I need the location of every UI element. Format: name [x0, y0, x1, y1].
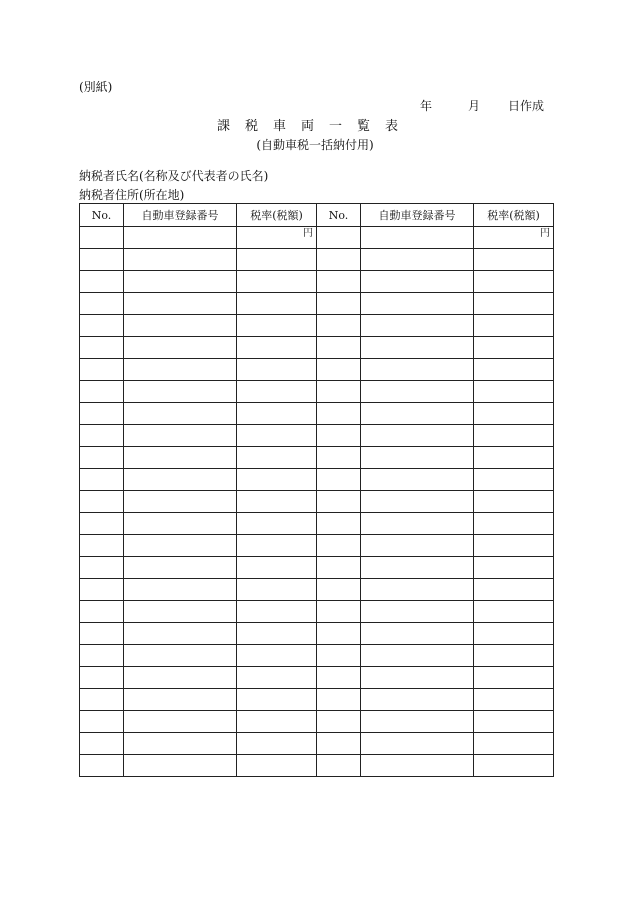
cell-tax-right — [474, 557, 554, 579]
table-row — [80, 293, 554, 315]
taxpayer-address-label: 納税者住所(所在地) — [79, 188, 185, 202]
cell-tax-left — [237, 337, 317, 359]
cell-tax-right — [474, 667, 554, 689]
table-row — [80, 645, 554, 667]
cell-tax-left — [237, 733, 317, 755]
cell-no-right — [317, 667, 361, 689]
cell-registration-left — [124, 755, 237, 777]
cell-no-right — [317, 513, 361, 535]
table-row — [80, 601, 554, 623]
cell-registration-right — [361, 425, 474, 447]
table-row — [80, 557, 554, 579]
cell-no-left — [80, 623, 124, 645]
cell-no-left — [80, 271, 124, 293]
cell-registration-left — [124, 359, 237, 381]
cell-no-right — [317, 337, 361, 359]
cell-tax-left — [237, 601, 317, 623]
cell-no-left — [80, 469, 124, 491]
cell-tax-right — [474, 403, 554, 425]
cell-no-left — [80, 315, 124, 337]
cell-registration-right — [361, 227, 474, 249]
cell-registration-left — [124, 381, 237, 403]
cell-no-left — [80, 491, 124, 513]
cell-registration-left — [124, 601, 237, 623]
cell-no-left — [80, 557, 124, 579]
cell-no-right — [317, 249, 361, 271]
table-row — [80, 689, 554, 711]
cell-registration-right — [361, 689, 474, 711]
table-row — [80, 513, 554, 535]
vehicle-list-table — [79, 203, 554, 777]
cell-registration-left — [124, 711, 237, 733]
table-row — [80, 271, 554, 293]
cell-tax-right — [474, 689, 554, 711]
cell-registration-right — [361, 447, 474, 469]
cell-registration-right — [361, 733, 474, 755]
cell-registration-left — [124, 227, 237, 249]
cell-tax-left — [237, 293, 317, 315]
table-row — [80, 667, 554, 689]
table-row — [80, 579, 554, 601]
cell-no-right — [317, 645, 361, 667]
cell-registration-right — [361, 755, 474, 777]
cell-registration-left — [124, 315, 237, 337]
cell-registration-left — [124, 513, 237, 535]
cell-no-right — [317, 271, 361, 293]
cell-no-right — [317, 315, 361, 337]
table-row — [80, 469, 554, 491]
cell-tax-left — [237, 359, 317, 381]
table-row — [80, 755, 554, 777]
cell-registration-right — [361, 601, 474, 623]
cell-no-right — [317, 755, 361, 777]
cell-no-left — [80, 645, 124, 667]
cell-registration-right — [361, 359, 474, 381]
cell-registration-right — [361, 557, 474, 579]
cell-tax-right — [474, 469, 554, 491]
cell-tax-left — [237, 425, 317, 447]
cell-tax-left — [237, 469, 317, 491]
cell-no-left — [80, 711, 124, 733]
cell-no-right — [317, 579, 361, 601]
cell-tax-right — [474, 755, 554, 777]
cell-tax-left — [237, 557, 317, 579]
cell-tax-left: 円 — [237, 227, 317, 249]
cell-no-right — [317, 381, 361, 403]
cell-registration-left — [124, 623, 237, 645]
cell-no-right — [317, 359, 361, 381]
cell-tax-right — [474, 711, 554, 733]
cell-no-right — [317, 425, 361, 447]
table-row — [80, 337, 554, 359]
table-row — [80, 623, 554, 645]
cell-no-left — [80, 447, 124, 469]
cell-no-left — [80, 425, 124, 447]
cell-no-right — [317, 227, 361, 249]
cell-no-right — [317, 447, 361, 469]
cell-registration-left — [124, 447, 237, 469]
cell-registration-left — [124, 689, 237, 711]
cell-tax-right — [474, 645, 554, 667]
table-row — [80, 315, 554, 337]
cell-no-left — [80, 513, 124, 535]
cell-tax-right — [474, 733, 554, 755]
table-header-row — [80, 204, 554, 227]
table-row — [80, 403, 554, 425]
cell-tax-right — [474, 425, 554, 447]
table-row — [80, 227, 554, 249]
cell-no-right — [317, 601, 361, 623]
cell-tax-right — [474, 315, 554, 337]
cell-registration-right — [361, 381, 474, 403]
cell-tax-left — [237, 381, 317, 403]
cell-registration-left — [124, 645, 237, 667]
cell-no-left — [80, 293, 124, 315]
cell-no-left — [80, 535, 124, 557]
cell-tax-right — [474, 513, 554, 535]
cell-no-left — [80, 601, 124, 623]
cell-registration-right — [361, 293, 474, 315]
header-no-right: No. — [317, 204, 361, 227]
table-row — [80, 491, 554, 513]
cell-no-right — [317, 403, 361, 425]
cell-tax-left — [237, 755, 317, 777]
cell-registration-left — [124, 403, 237, 425]
cell-registration-right — [361, 271, 474, 293]
cell-tax-left — [237, 271, 317, 293]
date-year: 年 — [419, 99, 432, 113]
cell-tax-left — [237, 623, 317, 645]
cell-no-left — [80, 381, 124, 403]
cell-no-left — [80, 359, 124, 381]
cell-tax-left — [237, 645, 317, 667]
cell-no-left — [80, 689, 124, 711]
header-no-left: No. — [80, 204, 124, 227]
cell-tax-right — [474, 535, 554, 557]
cell-no-right — [317, 557, 361, 579]
cell-tax-left — [237, 711, 317, 733]
document-title: 課税車両一覧表 — [216, 119, 413, 134]
header-registration-right: 自動車登録番号 — [361, 204, 474, 227]
cell-registration-left — [124, 491, 237, 513]
cell-tax-right — [474, 293, 554, 315]
cell-tax-right — [474, 271, 554, 293]
cell-tax-left — [237, 403, 317, 425]
table-row — [80, 733, 554, 755]
cell-registration-left — [124, 469, 237, 491]
cell-no-right — [317, 689, 361, 711]
table-row — [80, 249, 554, 271]
cell-no-left — [80, 249, 124, 271]
cell-no-left — [80, 667, 124, 689]
creation-date-line — [420, 98, 544, 114]
cell-tax-right: 円 — [474, 227, 554, 249]
cell-registration-left — [124, 535, 237, 557]
date-day-created: 日作成 — [507, 99, 544, 113]
cell-registration-left — [124, 337, 237, 359]
cell-registration-left — [124, 425, 237, 447]
cell-tax-right — [474, 447, 554, 469]
table-row — [80, 359, 554, 381]
cell-no-left — [80, 733, 124, 755]
cell-no-right — [317, 535, 361, 557]
cell-registration-left — [124, 271, 237, 293]
date-month: 月 — [467, 99, 480, 113]
cell-registration-right — [361, 249, 474, 271]
cell-tax-right — [474, 623, 554, 645]
cell-no-right — [317, 469, 361, 491]
cell-registration-left — [124, 667, 237, 689]
cell-registration-left — [124, 733, 237, 755]
cell-no-left — [80, 227, 124, 249]
cell-registration-right — [361, 469, 474, 491]
table-row — [80, 447, 554, 469]
cell-registration-left — [124, 249, 237, 271]
cell-registration-right — [361, 623, 474, 645]
header-tax-right: 税率(税額) — [474, 204, 554, 227]
cell-no-right — [317, 623, 361, 645]
cell-no-left — [80, 403, 124, 425]
cell-tax-right — [474, 579, 554, 601]
cell-no-right — [317, 293, 361, 315]
taxpayer-name-label: 納税者氏名(名称及び代表者の氏名) — [79, 169, 269, 183]
cell-registration-right — [361, 535, 474, 557]
cell-registration-right — [361, 667, 474, 689]
header-registration-left: 自動車登録番号 — [124, 204, 237, 227]
cell-tax-left — [237, 667, 317, 689]
cell-registration-left — [124, 293, 237, 315]
cell-tax-left — [237, 513, 317, 535]
cell-no-left — [80, 337, 124, 359]
cell-tax-left — [237, 491, 317, 513]
cell-tax-right — [474, 249, 554, 271]
table-row — [80, 425, 554, 447]
cell-no-right — [317, 711, 361, 733]
cell-no-left — [80, 755, 124, 777]
header-tax-left: 税率(税額) — [237, 204, 317, 227]
cell-tax-left — [237, 447, 317, 469]
cell-tax-left — [237, 689, 317, 711]
cell-tax-right — [474, 359, 554, 381]
cell-registration-right — [361, 403, 474, 425]
cell-no-right — [317, 491, 361, 513]
document-subtitle: (自動車税一括納付用) — [256, 138, 374, 152]
cell-tax-left — [237, 249, 317, 271]
cell-tax-right — [474, 601, 554, 623]
cell-registration-right — [361, 491, 474, 513]
cell-registration-right — [361, 711, 474, 733]
attachment-label: (別紙) — [79, 80, 113, 94]
cell-tax-right — [474, 381, 554, 403]
cell-no-right — [317, 733, 361, 755]
cell-no-left — [80, 579, 124, 601]
table-row — [80, 535, 554, 557]
cell-registration-left — [124, 579, 237, 601]
cell-tax-left — [237, 315, 317, 337]
table-row — [80, 711, 554, 733]
cell-registration-right — [361, 315, 474, 337]
cell-tax-right — [474, 337, 554, 359]
cell-registration-right — [361, 645, 474, 667]
cell-tax-right — [474, 491, 554, 513]
cell-registration-right — [361, 579, 474, 601]
cell-registration-left — [124, 557, 237, 579]
cell-tax-left — [237, 535, 317, 557]
cell-registration-right — [361, 337, 474, 359]
table-row — [80, 381, 554, 403]
cell-registration-right — [361, 513, 474, 535]
cell-tax-left — [237, 579, 317, 601]
